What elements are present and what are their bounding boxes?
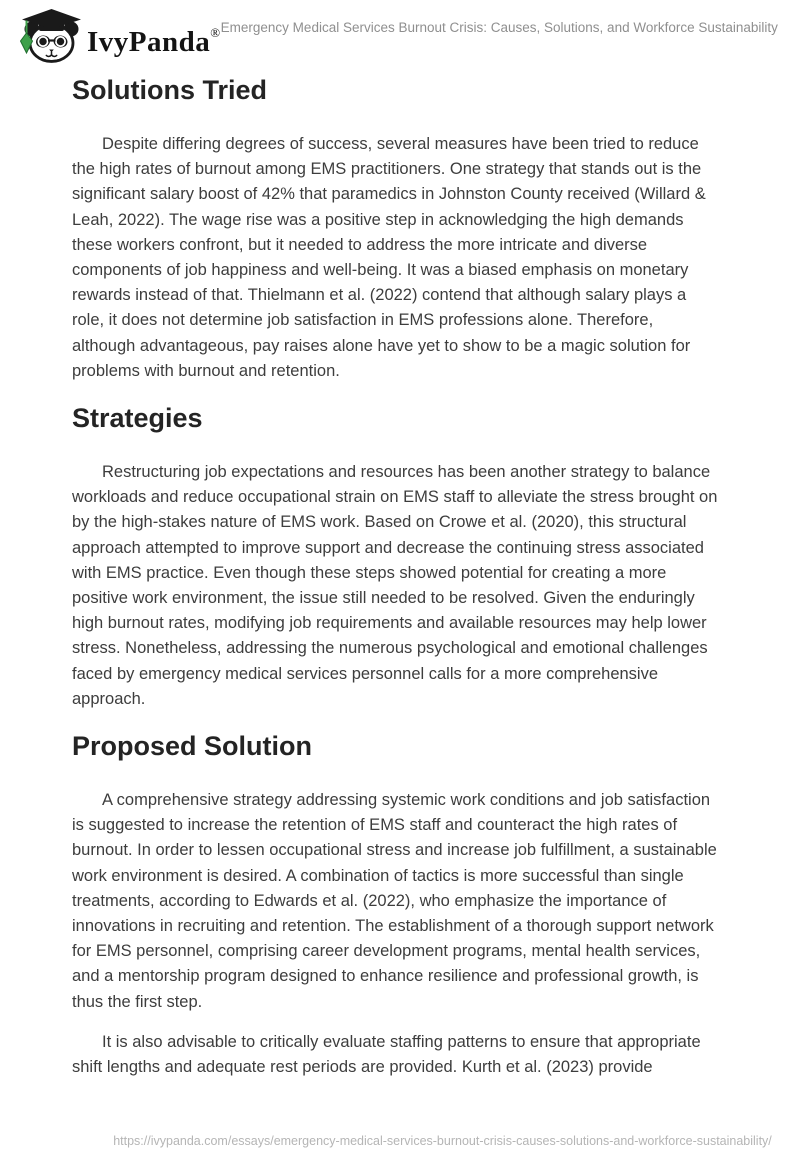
paragraph-solutions-tried-1: Despite differing degrees of success, several measures have been tried to reduce the high rates of burnout among EMS practitioners. One strategy that stands out is the significant salary boost of 42% that paramedics in Johnston County received (Willard & Leah, 2022). The wage rise was a positive step in acknowledging the high demands these workers confront, but it needed to address the more intricate and diverse components of job happiness and well-being. It was a biased emphasis on monetary rewards instead of that. Thielmann et al. (2022) contend that although salary plays a role, it does not determine job satisfaction in EMS professions alone. Therefore, although advantageous, pay raises alone have yet to show to be a magic solution for problems with burnout and retention.: [72, 135, 706, 380]
brand-wordmark: IvyPanda: [87, 25, 211, 58]
paragraph-strategies-1: Restructuring job expectations and resources has been another strategy to balance workloads and reduce occupational strain on EMS staff to alleviate the stress brought on by the high-stakes nature of EMS work. Based on Crowe et al. (2020), this structural approach attempted to improve support and decrease the continuing stress associated with EMS practice. Even though these steps showed potential for creating a more positive work environment, the issue still needed to be resolved. Given the enduringly high burnout rates, modifying job requirements and available resources may help lower stress. Nonetheless, addressing the numerous psychological and emotional challenges faced by emergency medical services personnel calls for a more comprehensive approach.: [72, 463, 718, 708]
trademark-symbol: ®: [210, 24, 221, 40]
ivypanda-logo[interactable]: [18, 8, 221, 64]
section-heading-solutions-tried: Solutions Tried: [72, 75, 268, 105]
source-url[interactable]: https://ivypanda.com/essays/emergency-medical-services-burnout-crisis-causes-solutions-and-workforce-sustainability/: [113, 1134, 772, 1148]
footer: [0, 1134, 800, 1148]
section-heading-proposed-solution: Proposed Solution: [72, 731, 312, 762]
document-title: Emergency Medical Services Burnout Crisis: Causes, Solutions, and Workforce Sustainability: [220, 20, 778, 35]
section-heading-strategies: Strategies: [72, 403, 203, 434]
header: [0, 0, 800, 62]
panda-graduate-icon: [18, 8, 82, 64]
paragraph-proposed-solution-1: A comprehensive strategy addressing systemic work conditions and job satisfaction is suggested to increase the retention of EMS staff and counteract the high rates of burnout. In order to lessen occupational stress and increase job fulfillment, a sustainable work environment is desired. A combination of tactics is more successful than single treatments, according to Edwards et al. (2022), who emphasize the importance of innovations in recruiting and retention. The establishment of a thorough support network for EMS personnel, comprising career development programs, mental health services, and a mentorship program designed to enhance resilience and professional growth, is thus the first step.: [72, 791, 717, 1011]
paragraph-proposed-solution-2: It is also advisable to critically evaluate staffing patterns to ensure that appropriate shift lengths and adequate rest periods are provided. Kurth et al. (2023) provide: [72, 1032, 701, 1077]
essay-content: [72, 74, 720, 1080]
brand-name: [87, 16, 221, 57]
